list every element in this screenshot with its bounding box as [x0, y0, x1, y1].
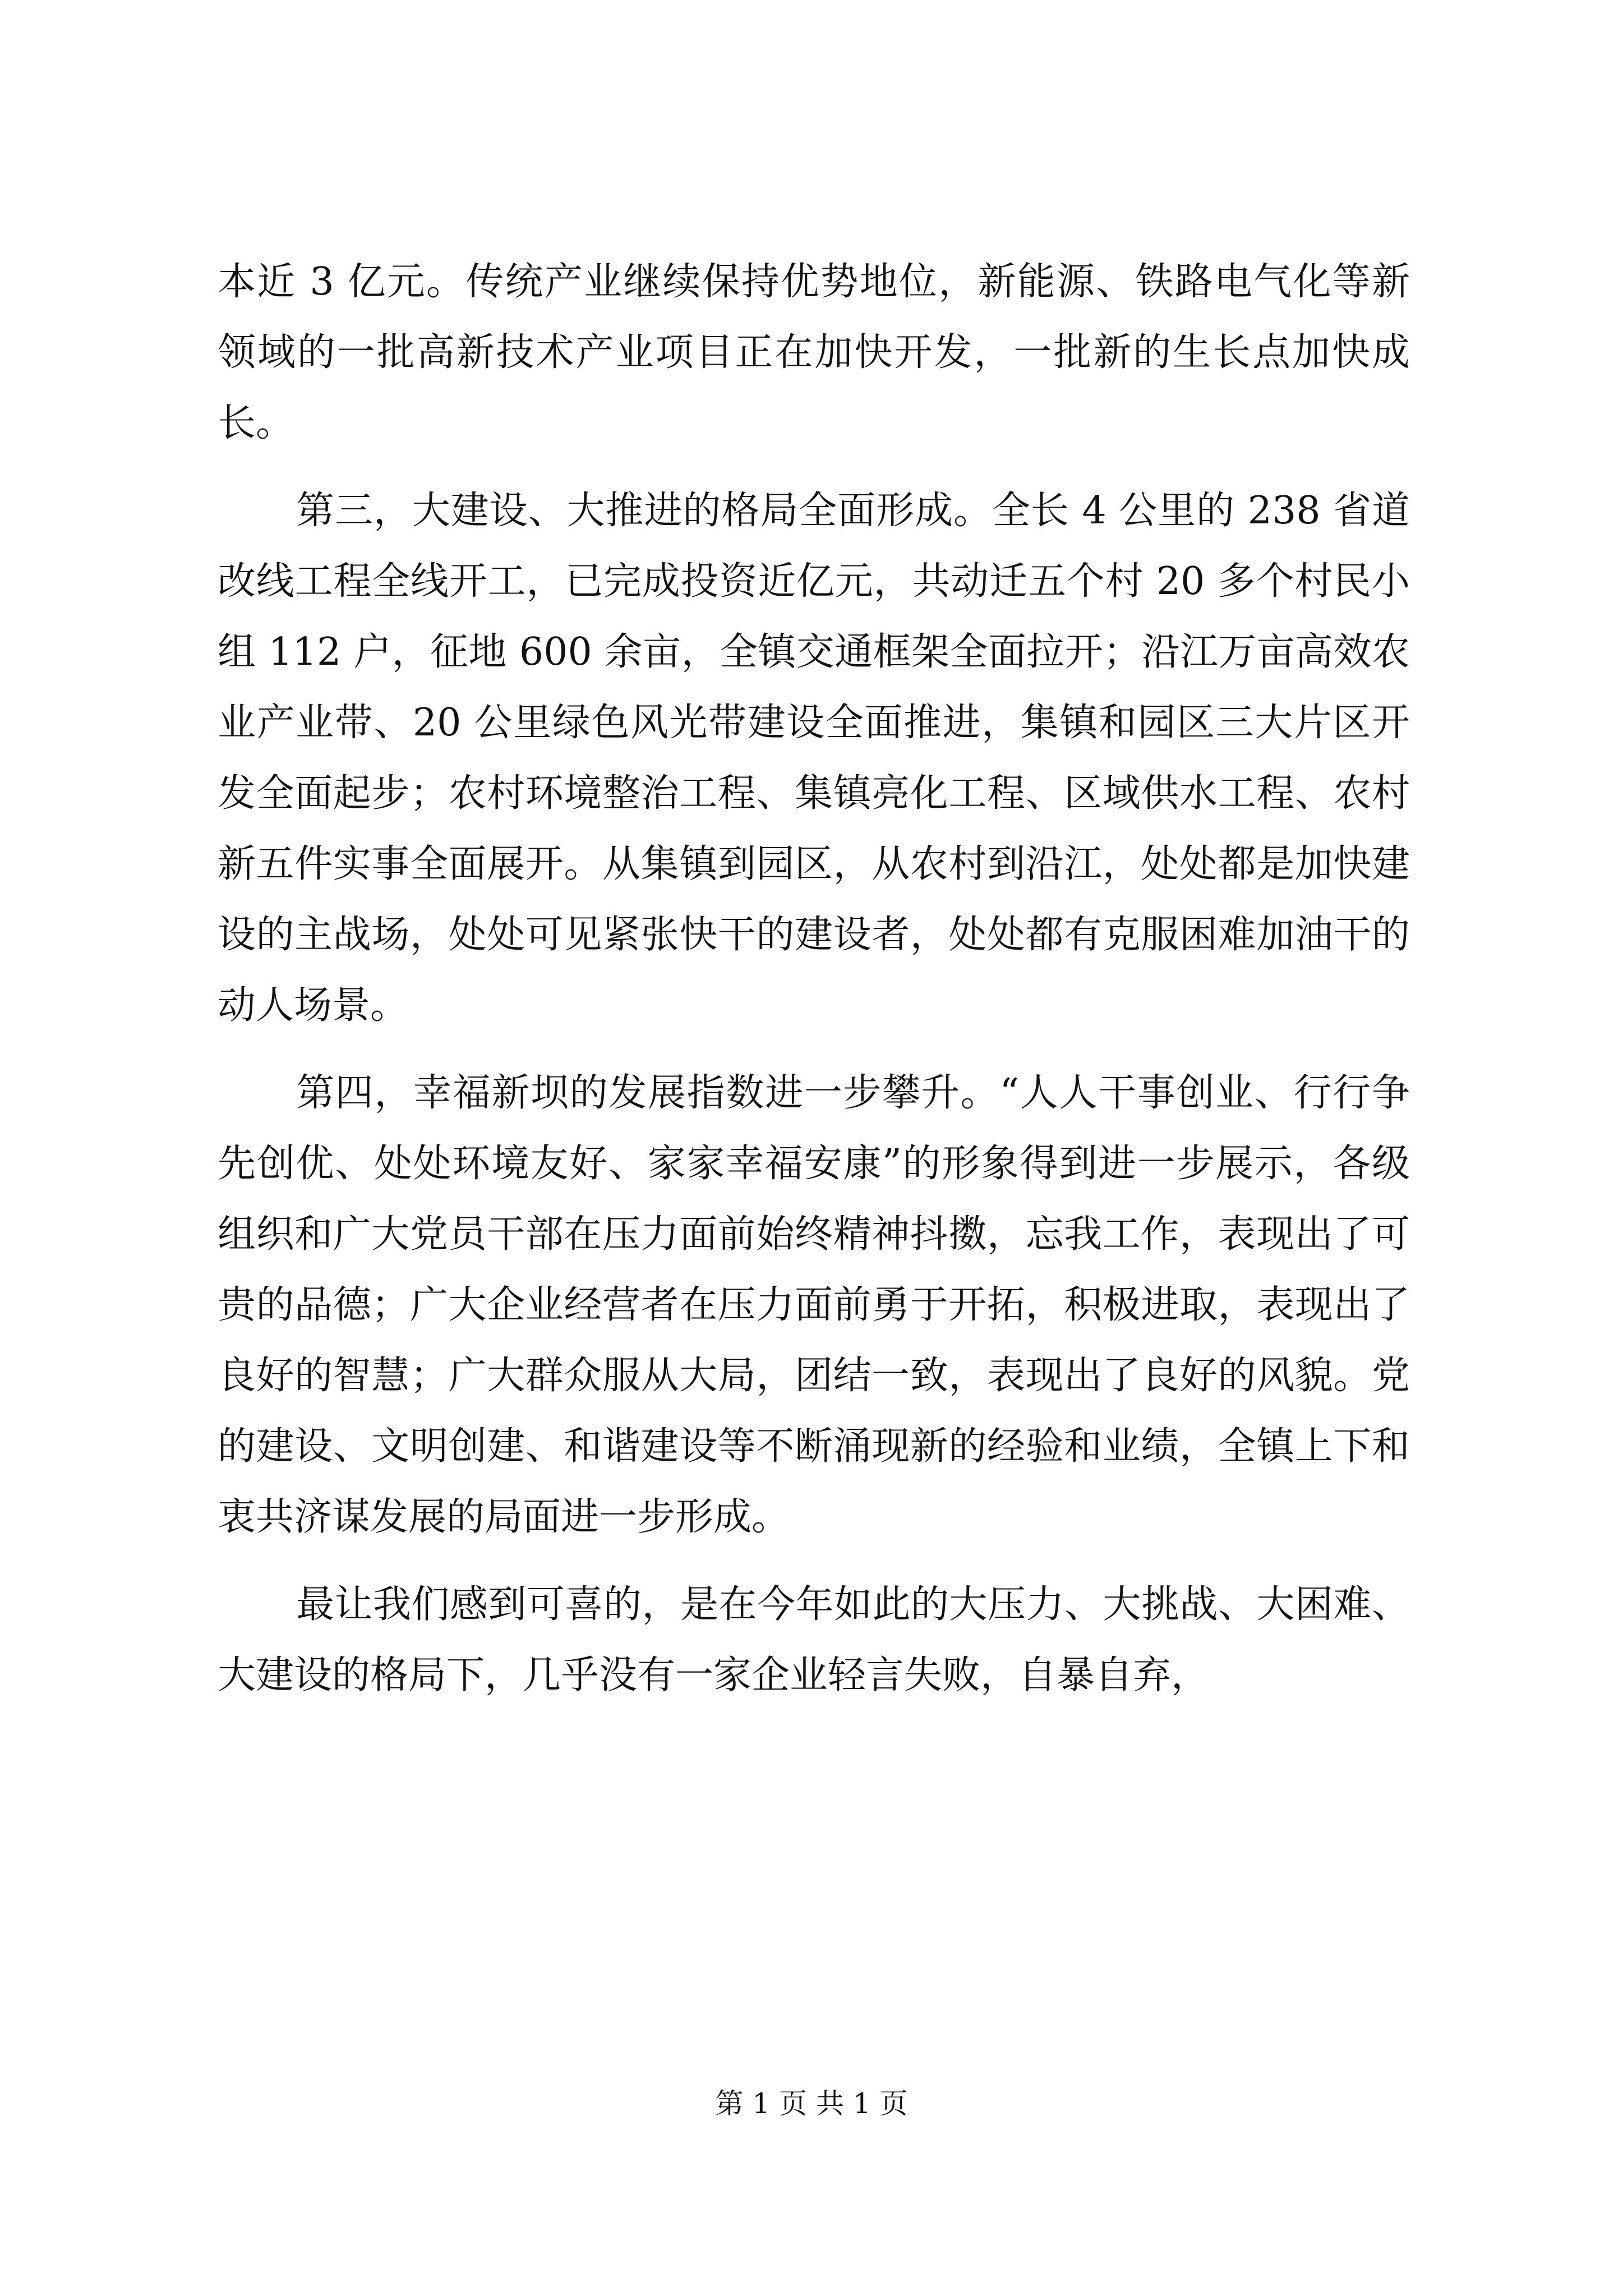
- paragraph-fourth-point: 第四，幸福新坝的发展指数进一步攀升。“人人干事创业、行行争先创优、处处环境友好、家家幸福安康”的形象得到进一步展示，各级组织和广大党员干部在压力面前始终精神抖擞，忘我工作，表现出了可贵的品德；广大企业经营者在压力面前勇于开拓，积极进取，表现出了良好的智慧；广大群众服从大局，团结一致，表现出了良好的风貌。党的建设、文明创建、和谐建设等不断涌现新的经验和业绩，全镇上下和衷共济谋发展的局面进一步形成。: [218, 1071, 1410, 1539]
- page-footer: 第 1 页 共 1 页: [715, 2087, 908, 2120]
- paragraph-gratifying: 最让我们感到可喜的，是在今年如此的大压力、大挑战、大困难、大建设的格局下，几乎没有一家企业轻言失败，自暴自弃，: [218, 1582, 1410, 1697]
- paragraph-continuation: 本近 3 亿元。传统产业继续保持优势地位，新能源、铁路电气化等新领域的一批高新技术产业项目正在加快开发，一批新的生长点加快成长。: [218, 260, 1410, 445]
- document-body: [218, 247, 1410, 1711]
- paragraph-third-point: 第三，大建设、大推进的格局全面形成。全长 4 公里的 238 省道改线工程全线开工，已完成投资近亿元，共动迁五个村 20 多个村民小组 112 户，征地 600 余亩，全镇交通框架全面拉开；沿江万亩高效农业产业带、20 公里绿色风光带建设全面推进，集镇和园区三大片区开发全面起步；农村环境整治工程、集镇亮化工程、区域供水工程、农村新五件实事全面展开。从集镇到园区，从农村到沿江，处处都是加快建设的主战场，处处可见紧张快干的建设者，处处都有克服困难加油干的动人场景。: [218, 489, 1410, 1028]
